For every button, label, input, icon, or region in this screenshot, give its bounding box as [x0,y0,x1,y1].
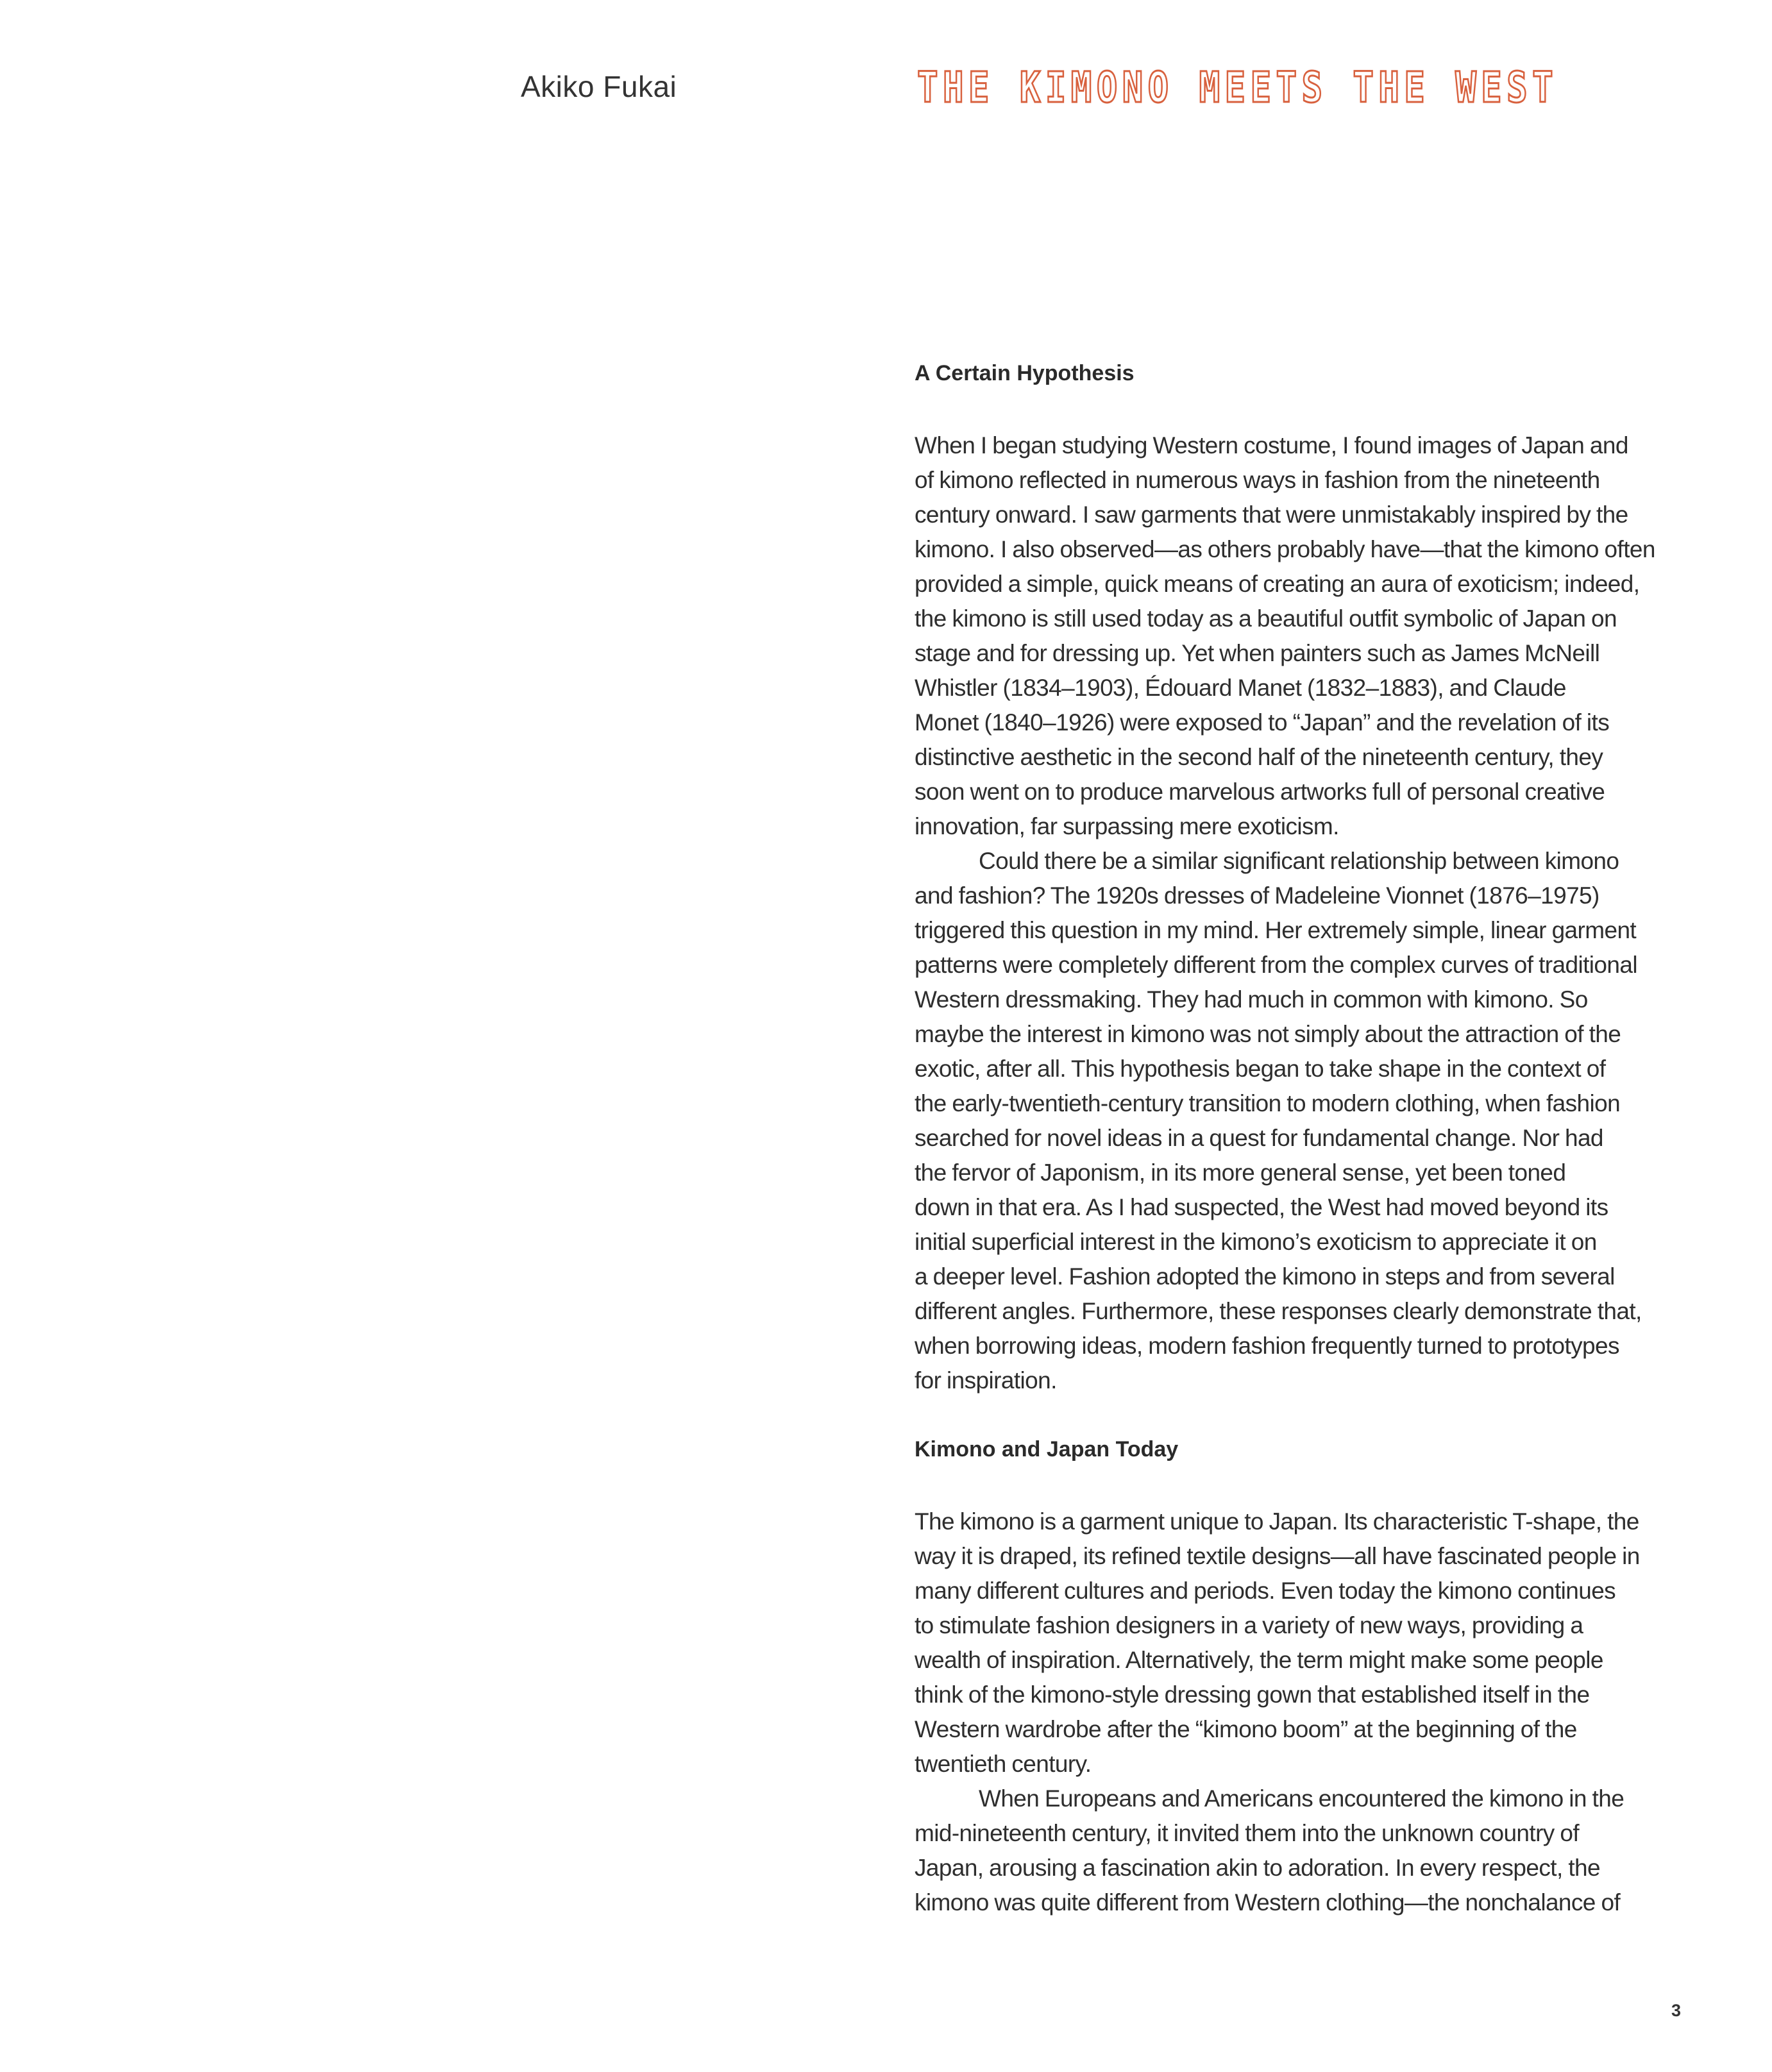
text-line: the early-twentieth-century transition to modern clothing, when fashion [915,1090,1621,1116]
text-line: stage and for dressing up. Yet when painters such as James McNeill [915,640,1600,666]
author-name: Akiko Fukai [521,70,677,103]
text-line: kimono was quite different from Western clothing—the nonchalance of [915,1889,1621,1916]
text-line: and fashion? The 1920s dresses of Madeleine Vionnet (1876–1975) [915,882,1599,909]
text-line: Could there be a similar significant relationship between kimono [979,848,1619,874]
text-line: innovation, far surpassing mere exoticism. [915,813,1339,839]
text-line: When Europeans and Americans encountered the kimono in the [979,1785,1624,1812]
text-line: a deeper level. Fashion adopted the kimono in steps and from several [915,1263,1615,1290]
text-line: maybe the interest in kimono was not simply about the attraction of the [915,1021,1621,1047]
text-line: distinctive aesthetic in the second half of the nineteenth century, they [915,744,1603,770]
text-line: twentieth century. [915,1751,1092,1777]
text-line: When I began studying Western costume, I found images of Japan and [915,432,1628,459]
text-line: way it is draped, its refined textile designs—all have fascinated people in [915,1543,1640,1569]
text-line: wealth of inspiration. Alternatively, the term might make some people [915,1647,1603,1673]
text-line: triggered this question in my mind. Her extremely simple, linear garment [915,917,1637,943]
text-line: when borrowing ideas, modern fashion frequently turned to prototypes [915,1333,1619,1359]
text-line: the kimono is still used today as a beautiful outfit symbolic of Japan on [915,605,1617,632]
text-line: mid-nineteenth century, it invited them into the unknown country of [915,1820,1580,1846]
text-line: century onward. I saw garments that were unmistakably inspired by the [915,501,1628,528]
text-line: Whistler (1834–1903), Édouard Manet (1832–1883), and Claude [915,675,1566,701]
text-line: exotic, after all. This hypothesis began to take shape in the context of [915,1056,1606,1082]
chapter-title: THE KIMONO MEETS THE WEST [917,63,1558,112]
text-line: many different cultures and periods. Even today the kimono continues [915,1578,1616,1604]
text-line: searched for novel ideas in a quest for fundamental change. Nor had [915,1125,1603,1151]
text-line: patterns were completely different from the complex curves of traditional [915,952,1637,978]
text-line: Western dressmaking. They had much in common with kimono. So [915,986,1588,1013]
text-line: different angles. Furthermore, these responses clearly demonstrate that, [915,1298,1642,1324]
text-line: Western wardrobe after the “kimono boom” at the beginning of the [915,1716,1577,1742]
paragraph [915,428,1703,844]
paragraph [915,1781,1703,1920]
text-line: soon went on to produce marvelous artworks full of personal creative [915,779,1605,805]
body-column [915,359,1703,1920]
section-heading-hypothesis: A Certain Hypothesis [915,361,1135,385]
text-line: think of the kimono-style dressing gown that established itself in the [915,1681,1590,1708]
paragraph [915,1504,1703,1781]
paragraph [915,844,1703,1398]
page-number: 3 [1671,2001,1682,2020]
text-line: Monet (1840–1926) were exposed to “Japan” and the revelation of its [915,709,1610,736]
text-line: initial superficial interest in the kimono’s exoticism to appreciate it on [915,1229,1597,1255]
text-line: provided a simple, quick means of creating an aura of exoticism; indeed, [915,571,1640,597]
text-line: of kimono reflected in numerous ways in fashion from the nineteenth [915,467,1600,493]
text-line: for inspiration. [915,1367,1057,1394]
section-heading-kimono-today: Kimono and Japan Today [915,1437,1179,1461]
text-line: Japan, arousing a fascination akin to adoration. In every respect, the [915,1855,1600,1881]
text-line: The kimono is a garment unique to Japan. Its characteristic T-shape, the [915,1508,1639,1535]
text-line: kimono. I also observed—as others probably have—that the kimono often [915,536,1655,562]
text-line: the fervor of Japonism, in its more general sense, yet been toned [915,1159,1566,1186]
text-line: down in that era. As I had suspected, the West had moved beyond its [915,1194,1608,1220]
text-line: to stimulate fashion designers in a variety of new ways, providing a [915,1612,1583,1638]
